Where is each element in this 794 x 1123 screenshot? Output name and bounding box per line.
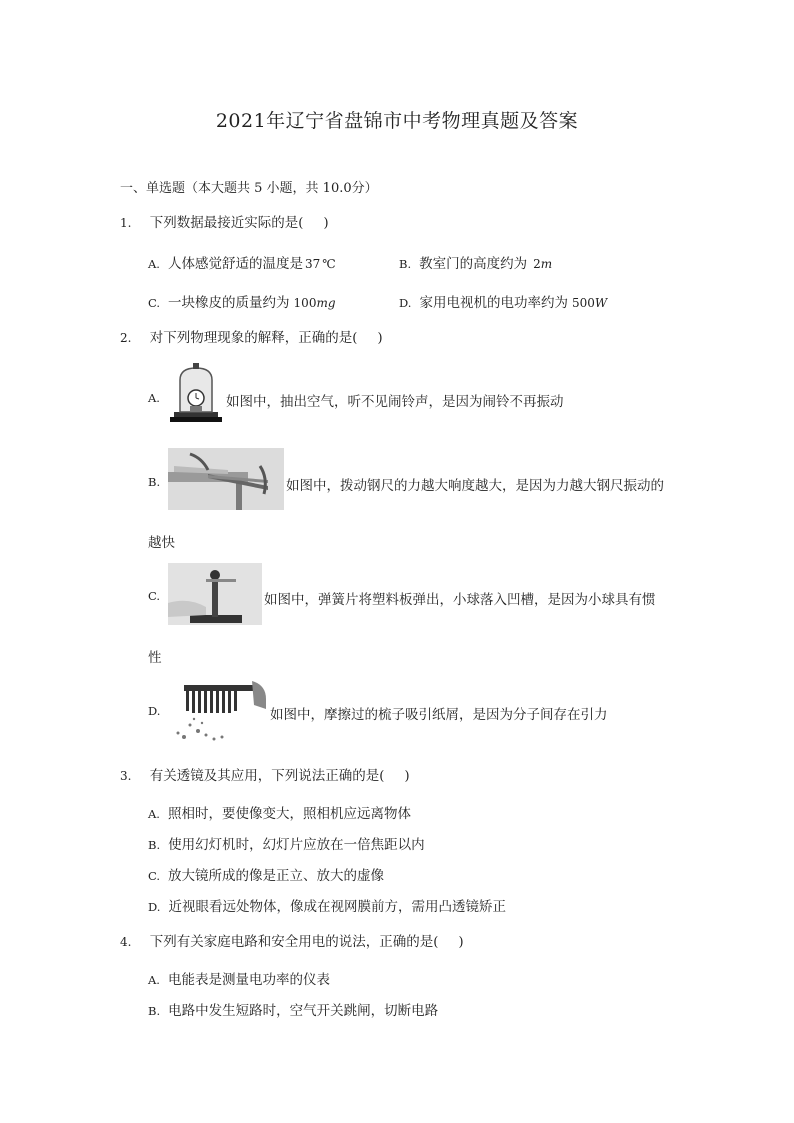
question-number: 4. xyxy=(120,935,132,949)
answer-paren: ( ) xyxy=(379,769,418,784)
question-2 xyxy=(120,326,391,346)
option-4a: A. 电能表是测量电功率的仪表 xyxy=(148,972,330,988)
answer-paren: ( ) xyxy=(433,935,472,950)
option-2a-letter: A. xyxy=(148,391,160,405)
option-1d: D. 家用电视机的电功率约为 500W xyxy=(399,295,608,311)
option-3a: A. 照相时，要使像变大，照相机应远离物体 xyxy=(148,806,411,822)
option-3c: C. 放大镜所成的像是正立、放大的虚像 xyxy=(148,868,385,884)
question-number: 3. xyxy=(120,769,132,783)
question-text: 下列数据最接近实际的是 xyxy=(149,215,299,231)
question-text: 下列有关家庭电路和安全用电的说法，正确的是 xyxy=(149,934,434,950)
option-2b-letter: B. xyxy=(148,475,161,489)
option-2d-text: 如图中，摩擦过的梳子吸引纸屑，是因为分子间存在引力 xyxy=(270,707,608,723)
option-4b: B. 电路中发生短路时，空气开关跳闸，切断电路 xyxy=(148,1003,439,1019)
steel-ruler-image xyxy=(168,448,284,510)
option-1a: A. 人体感觉舒适的温度是 37 ℃ xyxy=(148,256,336,272)
question-text: 有关透镜及其应用，下列说法正确的是 xyxy=(149,768,380,784)
option-1b: B. 教室门的高度约为 2m xyxy=(399,256,553,272)
answer-paren: ( ) xyxy=(352,331,391,346)
question-number: 1. xyxy=(120,216,132,230)
option-2c-letter: C. xyxy=(148,589,161,603)
question-1 xyxy=(120,211,337,231)
page-title: 2021年辽宁省盘锦市中考物理真题及答案 xyxy=(215,110,579,132)
section-heading: 一、单选题（本大题共 5 小题，共 10.0分） xyxy=(120,181,378,196)
inertia-device-image xyxy=(168,563,262,625)
option-2b-text: 如图中，拨动钢尺的力越大响度越大，是因为力越大钢尺振动的 xyxy=(286,478,664,494)
question-text: 对下列物理现象的解释，正确的是 xyxy=(149,330,353,346)
bell-jar-image xyxy=(170,362,222,424)
option-2a-text: 如图中，抽出空气，听不见闹铃声，是因为闹铃不再振动 xyxy=(226,394,564,410)
comb-image xyxy=(170,675,268,743)
option-2c-text-cont: 性 xyxy=(148,650,162,666)
option-2d-letter: D. xyxy=(148,704,161,718)
answer-paren: ( ) xyxy=(298,216,337,231)
question-3 xyxy=(120,764,418,784)
option-3b: B. 使用幻灯机时，幻灯片应放在一倍焦距以内 xyxy=(148,837,425,853)
option-2b-text-cont: 越快 xyxy=(148,535,175,551)
question-number: 2. xyxy=(120,331,132,345)
option-1c: C. 一块橡皮的质量约为 100mg xyxy=(148,295,336,311)
option-3d: D. 近视眼看远处物体，像成在视网膜前方，需用凸透镜矫正 xyxy=(148,899,506,915)
question-4 xyxy=(120,930,472,950)
option-2c-text: 如图中，弹簧片将塑料板弹出，小球落入凹槽，是因为小球具有惯 xyxy=(264,592,656,608)
